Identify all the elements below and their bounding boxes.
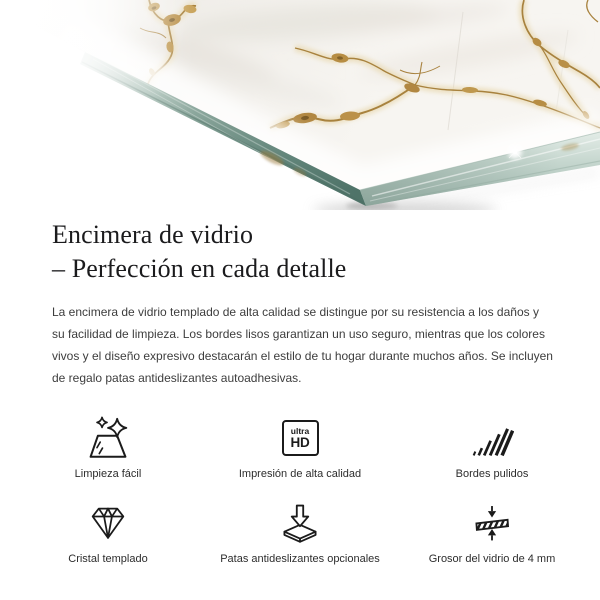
paragraph-line: su facilidad de limpieza. Los bordes lisos garantizan un uso seguro, mientras que los colores	[52, 327, 545, 341]
feature-print-quality	[204, 415, 396, 480]
feature-anti-slip-pads	[204, 500, 396, 565]
feature-label: Impresión de alta calidad	[238, 468, 362, 480]
page-title	[52, 218, 548, 286]
ultra-hd-icon-text-top: ultra	[290, 425, 310, 436]
diamond-icon	[87, 500, 129, 546]
paragraph-line: vivos y el diseño expresivo destacarán el estilo de tu hogar durante muchos años. Se incluyen	[52, 349, 553, 363]
title-line-2: – Perfección en cada detalle	[52, 254, 347, 283]
ultra-hd-icon-text-bottom: HD	[290, 435, 310, 450]
description-paragraph	[52, 301, 553, 389]
feature-grid	[12, 415, 588, 565]
product-description-block	[0, 218, 600, 565]
feature-label: Cristal templado	[68, 553, 148, 565]
feature-glass-thickness	[396, 500, 588, 565]
hatched-edge-icon	[470, 415, 514, 461]
photo-fade-top-left	[0, 0, 320, 170]
paragraph-line: La encimera de vidrio templado de alta calidad se distingue por su resistencia a los daños y	[52, 305, 539, 319]
feature-label: Bordes pulidos	[455, 468, 529, 480]
feature-tempered-glass	[12, 500, 204, 565]
sparkle-surface-icon	[86, 415, 130, 461]
title-line-1: Encimera de vidrio	[52, 220, 254, 249]
feature-polished-edges	[396, 415, 588, 480]
feature-label: Patas antideslizantes opcionales	[220, 553, 380, 565]
feature-label: Grosor del vidrio de 4 mm	[428, 553, 556, 565]
ultra-hd-icon	[282, 415, 319, 461]
paragraph-line: de regalo patas antideslizantes autoadhesivas.	[52, 371, 302, 385]
thickness-gauge-icon	[470, 500, 514, 546]
feature-easy-cleaning	[12, 415, 204, 480]
marble-glass-countertop-photo	[0, 0, 600, 210]
feature-label: Limpieza fácil	[74, 468, 142, 480]
pad-arrow-down-icon	[278, 500, 322, 546]
